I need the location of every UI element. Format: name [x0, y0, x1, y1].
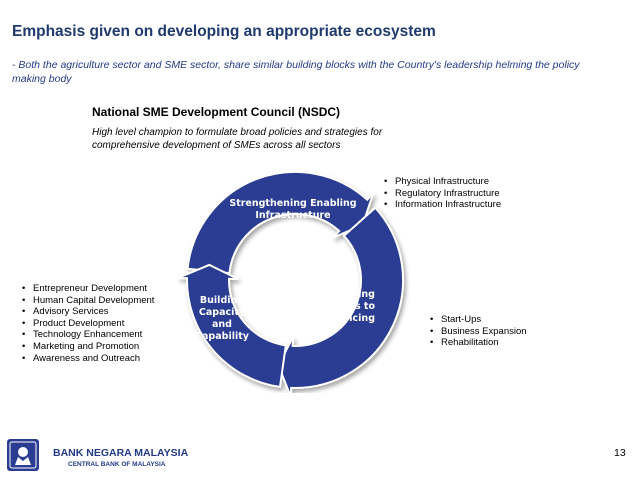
cycle-label-financing: Enhancing Access to Financing — [319, 289, 375, 324]
list-item: • Product Development — [22, 318, 167, 330]
slide-title: Emphasis given on developing an appropriate ecosystem — [12, 23, 436, 40]
list-item: • Marketing and Promotion — [22, 341, 167, 353]
slide-subtitle: - Both the agriculture sector and SME sector, share similar building blocks with the Country's leadership helming the policy making body — [12, 59, 580, 85]
list-item: • Regulatory Infrastructure — [384, 188, 501, 200]
list-item: • Awareness and Outreach — [22, 353, 167, 365]
list-item: • Business Expansion — [430, 326, 527, 338]
page-number: 13 — [614, 447, 626, 459]
list-item: • Advisory Services — [22, 306, 167, 318]
ecosystem-cycle-diagram — [170, 168, 420, 393]
cycle-segment-infrastructure — [188, 172, 374, 273]
list-item: • Physical Infrastructure — [384, 176, 501, 188]
cycle-label-infrastructure: Strengthening Enabling Infrastructure — [229, 198, 357, 221]
list-item: • Information Infrastructure — [384, 199, 501, 211]
bank-subtitle: CENTRAL BANK OF MALAYSIA — [68, 461, 166, 468]
council-title: National SME Development Council (NSDC) — [92, 105, 341, 119]
financing-list — [430, 314, 527, 349]
capacity-list — [22, 283, 167, 364]
list-item: • Entrepreneur Development — [22, 283, 167, 295]
list-item: • Rehabilitation — [430, 337, 527, 349]
list-item: • Human Capital Development — [22, 295, 167, 307]
council-description: High level champion to formulate broad policies and strategies for comprehensive development of SMEs across all sectors — [92, 127, 383, 151]
list-item: • Start-Ups — [430, 314, 527, 326]
infrastructure-list — [384, 176, 501, 211]
bank-name: BANK NEGARA MALAYSIA — [53, 447, 189, 459]
bank-negara-emblem-icon — [6, 438, 40, 472]
list-item: • Technology Enhancement — [22, 329, 167, 341]
cycle-label-capacity: Building Capacity and Capability — [195, 295, 249, 342]
